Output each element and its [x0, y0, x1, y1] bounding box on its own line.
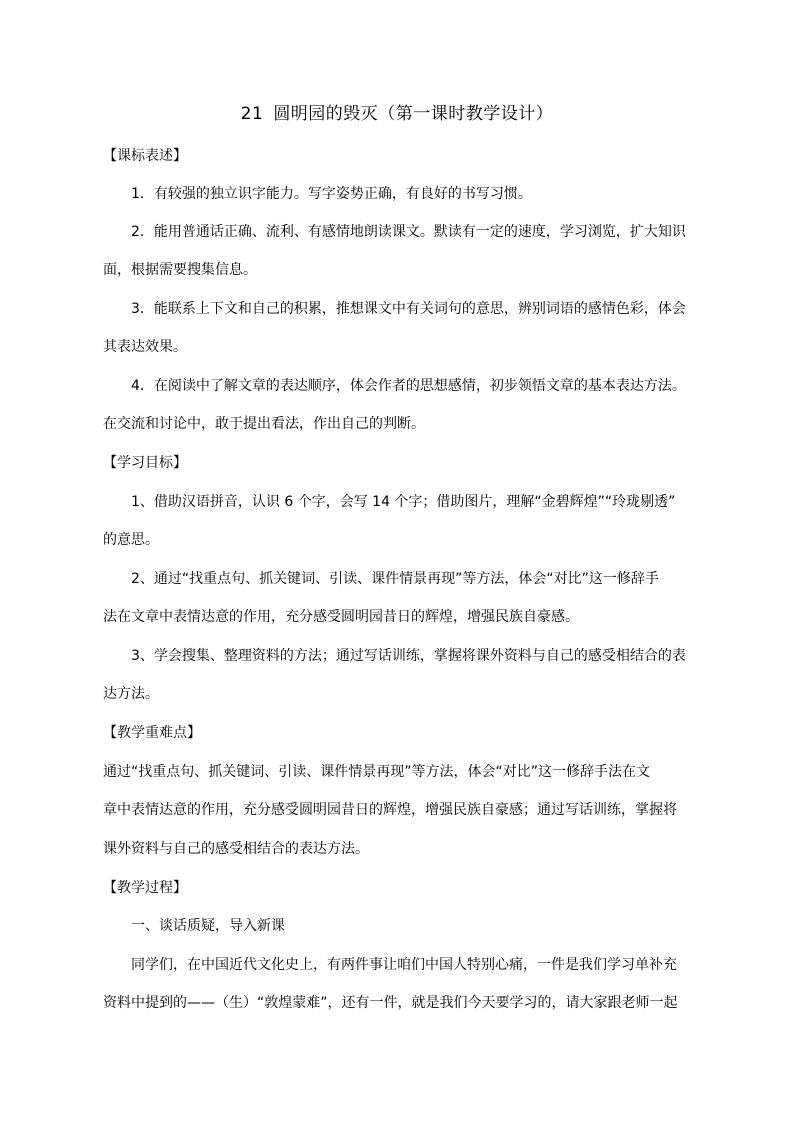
standards-item-2-line-1: 2．能用普通话正确、流利、有感情地朗读课文。默读有一定的速度，学习浏览，扩大知识: [131, 224, 686, 240]
goal-1-line-1: 1、借助汉语拼音，认识 6 个字，会写 14 个字；借助图片，理解“金碧辉煌”“玲珑剔透”: [131, 494, 676, 510]
goal-3-line-1: 3、学会搜集、整理资料的方法；通过写话训练，掌握将课外资料与自己的感受相结合的表: [131, 648, 686, 664]
document-title: [0, 103, 794, 125]
section-heading-goals: 【学习目标】: [103, 455, 187, 471]
process-paragraph-line-1: 同学们，在中国近代文化史上，有两件事让咱们中国人特别心痛，一件是我们学习单补充: [131, 957, 677, 973]
section-heading-standards: 【课标表述】: [103, 148, 187, 164]
goal-1-line-2: 的意思。: [103, 532, 159, 548]
standards-item-2-line-2: 面，根据需要搜集信息。: [103, 262, 257, 278]
lesson-title: 圆明园的毁灭（第一课时教学设计）: [273, 104, 554, 124]
process-step-1: 一、谈话质疑，导入新课: [131, 918, 285, 934]
lesson-number: 21: [240, 104, 264, 124]
goal-2-line-2: 法在文章中表情达意的作用，充分感受圆明园昔日的辉煌，增强民族自豪感。: [103, 609, 579, 625]
process-paragraph-line-2: 资料中提到的——（生）“敦煌蒙难”，还有一件，就是我们今天要学习的，请大家跟老师一起: [103, 995, 678, 1011]
standards-item-3-line-1: 3．能联系上下文和自己的积累，推想课文中有关词句的意思，辨别词语的感情色彩，体会: [131, 301, 686, 317]
key-points-line-3: 课外资料与自己的感受相结合的表达方法。: [103, 841, 369, 857]
standards-item-4-line-1: 4．在阅读中了解文章的表达顺序，体会作者的思想感情，初步领悟文章的基本表达方法。: [131, 378, 686, 394]
standards-item-3-line-2: 其表达效果。: [103, 339, 187, 355]
goal-2-line-1: 2、通过“找重点句、抓关键词、引读、课件情景再现”等方法，体会“对比”这一修辞手: [131, 571, 659, 587]
standards-item-1: 1．有较强的独立识字能力。写字姿势正确，有良好的书写习惯。: [131, 186, 532, 202]
section-heading-process: 【教学过程】: [103, 880, 187, 896]
key-points-line-2: 章中表情达意的作用，充分感受圆明园昔日的辉煌，增强民族自豪感；通过写话训练，掌握将: [103, 802, 677, 818]
standards-item-4-line-2: 在交流和讨论中，敢于提出看法，作出自己的判断。: [103, 416, 425, 432]
key-points-line-1: 通过“找重点句、抓关键词、引读、课件情景再现”等方法，体会“对比”这一修辞手法在文: [103, 764, 651, 780]
goal-3-line-2: 达方法。: [103, 686, 159, 702]
section-heading-key-points: 【教学重难点】: [103, 725, 201, 741]
